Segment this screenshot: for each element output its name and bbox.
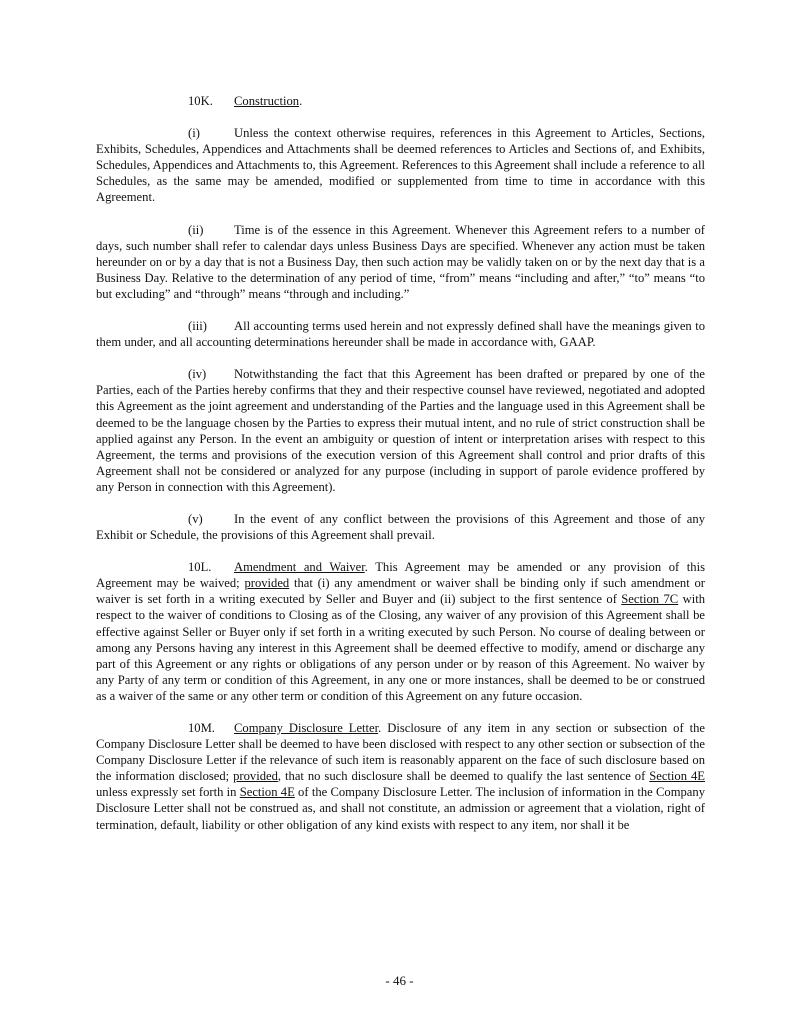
section-reference-link: Section 7C <box>621 592 679 607</box>
clause-text: Time is of the essence in this Agreement. Whenever this Agreement refers to a number of days, such number shall refer to calendar days unless Business Days are specified. Whenever any action must be taken hereunder on or by a day that is not a Business Day, then such action may be validly taken on or by the next day that is a Business Day. Relative to the determination of any period of time, “from” means “including and after,” “to” means “to but excluding” and “through” means “through and including.” <box>96 222 705 301</box>
clause-number: (ii) <box>188 222 204 237</box>
provided-term: provided <box>244 576 290 591</box>
section-number: 10L. <box>188 560 212 575</box>
clause-iii <box>96 318 705 350</box>
section-10m: 10M. Company Disclosure Letter. Disclosure of any item in any section or subsection of the Company Disclosure Letter shall be deemed to have been disclosed with respect to any other section or subsection of the Company Disclosure Letter if the relevance of such item is reasonably apparent on the face of such disclosure based on the information disclosed; provided, that no such disclosure shall be deemed to qualify the last sentence of Section 4E unless expressly set forth in Section 4E of the Company Disclosure Letter. The inclusion of information in the Company Disclosure Letter shall not be construed as, and shall not constitute, an admission or agreement that a violation, right of termination, default, liability or other obligation of any kind exists with respect to any item, nor shall it be <box>96 721 705 832</box>
section-reference-link: Section 4E <box>649 769 705 784</box>
clause-text: All accounting terms used herein and not expressly defined shall have the meanings given to them under, and all accounting determinations hereunder shall be made in accordance with, GAAP. <box>96 319 705 350</box>
clause-ii <box>96 222 705 302</box>
clause-number: (i) <box>188 126 200 141</box>
clause-i <box>96 125 705 205</box>
section-title: Company Disclosure Letter <box>234 721 379 735</box>
document-page <box>96 84 705 849</box>
clause-number: (iv) <box>188 367 207 382</box>
clause-text: In the event of any conflict between the provisions of this Agreement and those of any Exhibit or Schedule, the provisions of this Agreement shall prevail. <box>96 511 705 543</box>
clause-text: Notwithstanding the fact that this Agreement has been drafted or prepared by one of the Parties, each of the Parties hereby confirms that they and their respective counsel have reviewed, negotiated and adopted this Agreement as the joint agreement and understanding of the Parties and the language used in this Agreement shall be deemed to be the language chosen by the Parties to express their mutual intent, and no rule of strict construction shall be applied against any Person. In the event an ambiguity or question of intent or interpretation arises with respect to this Agreement, the terms and provisions of the execution version of this Agreement shall control and prior drafts of this Agreement shall not be considered or analyzed for any purpose (including in support of parole evidence proffered by any Person in connection with this Agreement). <box>96 367 705 494</box>
clause-iv <box>96 366 705 495</box>
section-10l: 10L. Amendment and Waiver. This Agreement may be amended or any provision of this Agreement may be waived; provided that (i) any amendment or waiver shall be binding only if such amendment or waiver is set forth in a writing executed by Seller and Buyer and (ii) subject to the first sentence of Section 7C with respect to the waiver of conditions to Closing as of the Closing, any waiver of any provision of this Agreement shall be effective against Seller or Buyer only if set forth in a writing executed by such Person. No course of dealing between or among any Persons having any interest in this Agreement shall be deemed effective to modify, amend or discharge any part of this Agreement or any rights or obligations of any person under or by reason of this Agreement. No waiver by any Party of any term or condition of this Agreement, in any one or more instances, shall be deemed to be or construed as a waiver of the same or any other term or condition of this Agreement on any future occasion. <box>96 560 705 703</box>
section-number: 10M. <box>188 721 215 735</box>
clause-number: (v) <box>188 511 203 526</box>
section-number: 10K. <box>188 94 213 108</box>
page-number: - 46 - <box>385 973 414 988</box>
section-10k-heading: 10K. Construction. <box>96 93 705 109</box>
clause-number: (iii) <box>188 319 207 334</box>
section-title: Amendment and Waiver <box>234 560 365 575</box>
clause-text: Unless the context otherwise requires, references in this Agreement to Articles, Sections, Exhibits, Schedules, Appendices and Attachments shall be deemed references to Articles and Sections of, and Exhibits, Schedules, Appendices and Attachments to, this Agreement. References to this Agreement shall include a reference to all Schedules, as the same may be amended, modified or supplemented from time to time in accordance with this Agreement. <box>96 126 705 205</box>
section-title: Construction <box>234 94 300 108</box>
section-reference-link: Section 4E <box>239 785 295 800</box>
provided-term: provided <box>233 769 278 784</box>
clause-v <box>96 511 705 543</box>
